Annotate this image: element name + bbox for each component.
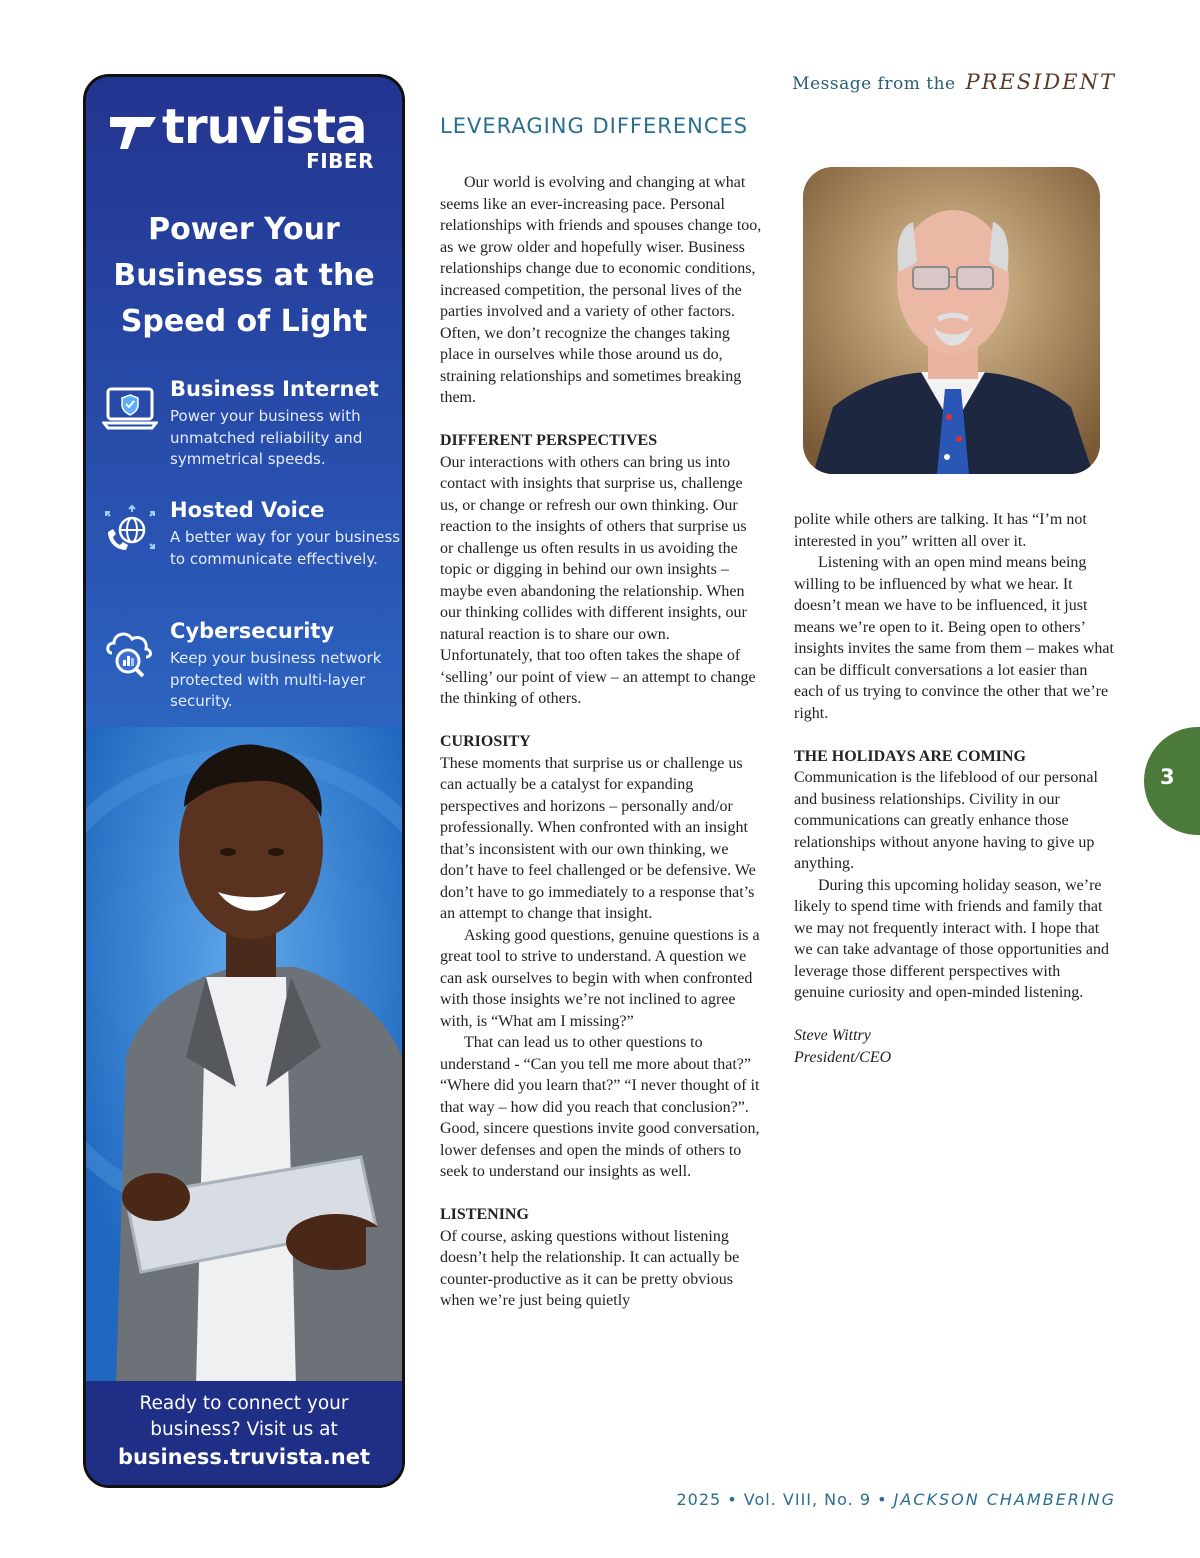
- ad-call-to-action: [86, 1381, 402, 1485]
- footer-publication: JACKSON CHAMBERING: [893, 1490, 1116, 1509]
- signature: [794, 1025, 1114, 1068]
- service-title: Cybersecurity: [170, 619, 335, 643]
- service-hosted-voice: [102, 498, 401, 608]
- cta-url-link[interactable]: business.truvista.net: [118, 1445, 370, 1469]
- page-number: 3: [1160, 765, 1175, 789]
- truvista-logo: [110, 99, 380, 185]
- ad-headline: [86, 207, 402, 345]
- ad-headline-line: Business at the: [113, 258, 375, 293]
- ad-headline-line: Power Your: [148, 212, 340, 247]
- heading-different-perspectives: DIFFERENT PERSPECTIVES: [440, 432, 658, 449]
- truvista-advertisement[interactable]: [83, 74, 405, 1488]
- paragraph-curiosity-2: Asking good questions, genuine questions is a great tool to strive to understand. A question we can ask ourselves to begin with when confronted with those insights we’re not inclined to agree with, is “What am I missing?”: [440, 926, 760, 1030]
- footer-issue: 2025 • Vol. VIII, No. 9 •: [676, 1490, 888, 1509]
- ad-headline-line: Speed of Light: [120, 304, 368, 339]
- heading-curiosity: CURIOSITY: [440, 733, 531, 750]
- brand-name: truvista: [162, 99, 367, 155]
- brand-sub: FIBER: [306, 149, 374, 173]
- president-portrait: [803, 167, 1100, 474]
- page-number-tab: [1144, 727, 1200, 835]
- heading-listening: LISTENING: [440, 1206, 529, 1223]
- service-description: Power your business with unmatched reliability and symmetrical speeds.: [170, 407, 363, 468]
- heading-holidays: THE HOLIDAYS ARE COMING: [794, 747, 1026, 765]
- service-description: A better way for your business to communicate effectively.: [170, 528, 401, 568]
- page-footer: [676, 1490, 1116, 1509]
- service-title: Hosted Voice: [170, 498, 325, 522]
- globe-phone-icon: [102, 502, 158, 558]
- paragraph-holidays-2: During this upcoming holiday season, we’re likely to spend time with friends and family that we may not frequently interact with. I hope that we can take advantage of those opportunities and leverage those different perspectives with genuine curiosity and open-minded listening.: [794, 876, 1109, 1001]
- paragraph-holidays-1: Communication is the lifeblood of our personal and business relationships. Civility in our communications can greatly enhance those relationships without anyone having to give up anything.: [794, 769, 1098, 872]
- article-column-1: [440, 172, 762, 1312]
- paragraph-curiosity-3: That can lead us to other questions to understand - “Can you tell me more about that?” “Where did you learn that?” “I never thought of it that way – how did you reach that conclusion?”. Good, sincere questions invite good conversation, lower defenses and open the minds of others to seek to understand our insights as well.: [440, 1034, 760, 1180]
- section-header-title: PRESIDENT: [965, 70, 1116, 94]
- article-title: LEVERAGING DIFFERENCES: [440, 114, 749, 138]
- truvista-t-icon: [110, 113, 156, 153]
- paragraph-intro: Our world is evolving and changing at what seems like an ever-increasing pace. Personal relationships with friends and spouses change too, as we grow older and hopefully wiser. Business relationships change due to economic conditions, increased competition, the personal lives of the parties involved and a variety of other factors. Often, we don’t recognize the changes taking place in ourselves while those around us do, straining relationships and sometimes breaking them.: [440, 174, 762, 406]
- laptop-shield-icon: [102, 381, 158, 437]
- cloud-security-icon: [102, 623, 158, 679]
- section-header-prefix: Message from the: [792, 74, 956, 94]
- cta-line: Ready to connect your: [139, 1393, 349, 1414]
- paragraph-listening-1-continued: polite while others are talking. It has “I’m not interested in you” written all over it.: [794, 511, 1087, 550]
- signature-title: President/CEO: [794, 1048, 892, 1066]
- service-business-internet: [102, 377, 392, 487]
- section-header: [792, 70, 1116, 94]
- paragraph-listening-2: Listening with an open mind means being willing to be influenced by what we hear. It doesn’t mean we have to be influenced, it just means we’re open to it. Being open to others’ insights invites the same from them – makes what can be difficult conversations a lot easier than each of us trying to convince the other that we’re right.: [794, 554, 1114, 722]
- paragraph-listening-1: Of course, asking questions without listening doesn’t help the relationship. It can actually be counter-productive as it can be pretty obvious when we’re just being quietly: [440, 1227, 740, 1309]
- cta-line: business? Visit us at: [150, 1419, 338, 1440]
- paragraph-perspectives: Our interactions with others can bring us into contact with insights that surprise us, challenge us, or change or refresh our own thinking. Our reaction to the insights of others that surprise us or challenge us often results in us avoiding the topic or digging in behind our own insights – maybe even abandoning the relationship. When our thinking collides with different insights, our natural reaction is to share our own. Unfortunately, that too often takes the shape of ‘selling’ our point of view – an attempt to change the thinking of others.: [440, 453, 756, 707]
- signature-name: Steve Wittry: [794, 1027, 871, 1044]
- service-cybersecurity: [102, 619, 392, 729]
- ad-photo-businessman: [86, 727, 402, 1387]
- cta-text: [86, 1391, 402, 1443]
- service-description: Keep your business network protected with multi-layer security.: [170, 649, 382, 710]
- paragraph-curiosity-1: These moments that surprise us or challenge us can actually be a catalyst for expanding perspectives and horizons – personally and/or professionally. When confronted with an insight that’s inconsistent with our own thinking, we don’t have to feel challenged or be defensive. We don’t have to go immediately to a response that’s an attempt to change that insight.: [440, 754, 756, 922]
- article-column-2: [794, 509, 1114, 1068]
- service-title: Business Internet: [170, 377, 379, 401]
